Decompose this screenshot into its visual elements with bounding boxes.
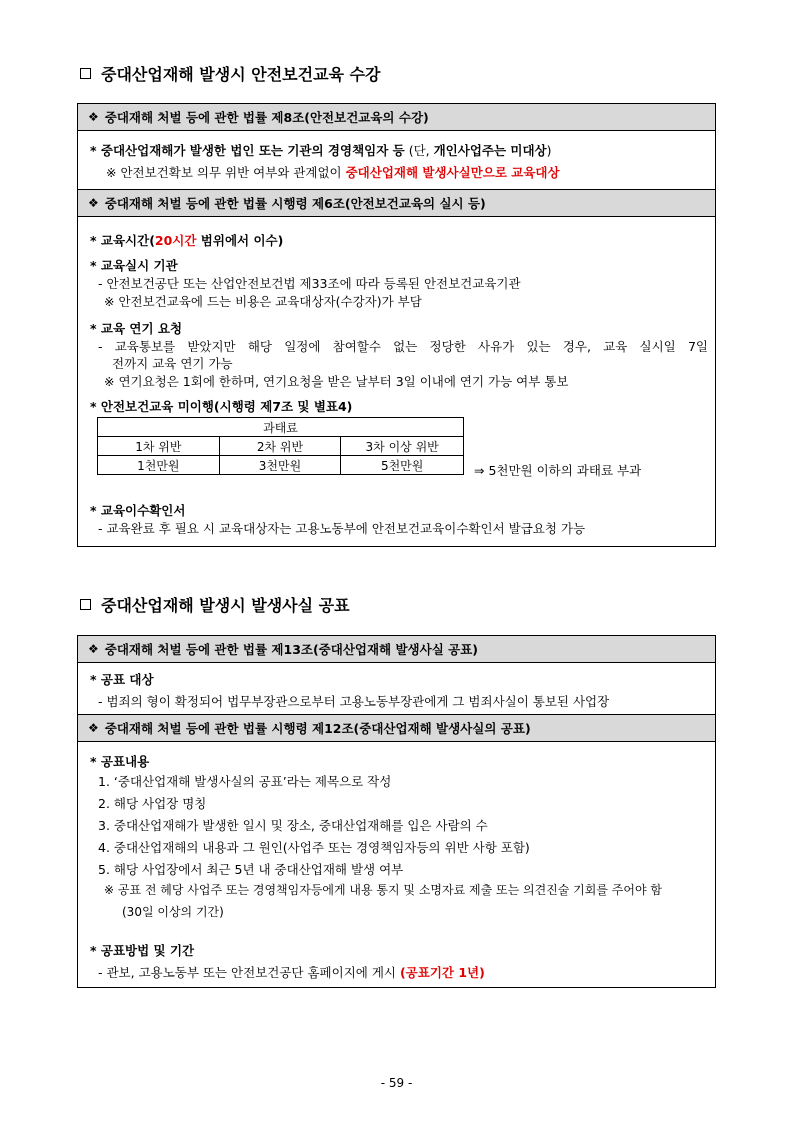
method-title: * 공표방법 및 기간 [90, 943, 195, 958]
diamond-bullet-icon: ❖ [88, 721, 99, 735]
section1-header2: ❖ 중대재해 처벌 등에 관한 법률 시행령 제6조(안전보건교육의 실시 등) [78, 189, 715, 217]
content-item-5: 5. 해당 사업장에서 최근 5년 내 중대산업재해 발생 여부 [98, 862, 404, 877]
checkbox-square-icon [80, 599, 91, 610]
fine-val-1: 1천만원 [98, 456, 220, 475]
fine-table [97, 417, 464, 475]
page-number: - 59 - [380, 1076, 413, 1090]
fine-title: * 안전보건교육 미이행(시행령 제7조 및 별표4) [90, 399, 353, 414]
checkbox-square-icon [80, 68, 91, 79]
target-note: ※ 안전보건확보 의무 위반 여부와 관계없이 중대산업재해 발생사실만으로 교육대상 [106, 165, 560, 180]
org-line1: - 안전보건공단 또는 산업안전보건법 제33조에 따라 등록된 안전보건교육기관 [98, 276, 521, 291]
section2-title: 중대산업재해 발생시 발생사실 공표 [80, 593, 350, 616]
content-item-1: 1. ‘중대산업재해 발생사실의 공표’라는 제목으로 작성 [98, 774, 392, 789]
content-item-4: 4. 중대산업재해의 내용과 그 원인(사업주 또는 경영책임자등의 위반 사항 포함) [98, 840, 530, 855]
content-item-2: 2. 해당 사업장 명칭 [98, 796, 207, 811]
content-note1: ※ 공표 전 헤당 사업주 또는 경영책임자등에게 내용 통지 및 소명자료 제출 또는 의견진술 기회를 주어야 함 [104, 883, 662, 897]
cert-title: * 교육이수확인서 [90, 503, 186, 518]
delay-line3: ※ 연기요청은 1회에 한하며, 연기요청을 받은 날부터 3일 이내에 연기 가능 여부 통보 [104, 374, 569, 389]
section1-title: 중대산업재해 발생시 안전보건교육 수강 [80, 62, 380, 85]
delay-title: * 교육 연기 요청 [90, 321, 183, 336]
org-title: * 교육실시 기관 [90, 258, 178, 273]
content-note2: (30일 이상의 기간) [122, 905, 224, 919]
diamond-bullet-icon: ❖ [88, 642, 99, 656]
diamond-bullet-icon: ❖ [88, 196, 99, 210]
target-title: * 공표 대상 [90, 672, 154, 687]
delay-line2: 전까지 교육 연기 가능 [112, 356, 233, 371]
fine-col-2: 2차 위반 [219, 437, 341, 456]
fine-val-2: 3천만원 [219, 456, 341, 475]
section1-box [77, 103, 716, 547]
content-title: * 공표내용 [90, 754, 150, 769]
fine-table-header: 과태료 [98, 418, 464, 437]
diamond-bullet-icon: ❖ [88, 110, 99, 124]
fine-note: ⇒ 5천만원 이하의 과태료 부과 [474, 463, 642, 478]
method-line: - 관보, 고용노동부 또는 안전보건공단 홈페이지에 게시 (공표기간 1년) [98, 965, 485, 980]
org-line2: ※ 안전보건교육에 드는 비용은 교육대상자(수강자)가 부담 [104, 294, 422, 309]
section1-header1: ❖ 중대재해 처벌 등에 관한 법률 제8조(안전보건교육의 수강) [78, 104, 715, 131]
fine-col-1: 1차 위반 [98, 437, 220, 456]
content-item-3: 3. 중대산업재해가 발생한 일시 및 장소, 중대산업재해를 입은 사람의 수 [98, 818, 488, 833]
section2-header2: ❖ 중대재해 처벌 등에 관한 법률 시행령 제12조(중대산업재해 발생사실의 공표) [78, 714, 715, 742]
target-line: * 중대산업재해가 발생한 법인 또는 기관의 경영책임자 등 (단, 개인사업주는 미대상) [90, 143, 552, 158]
section2-header1: ❖ 중대재해 처벌 등에 관한 법률 제13조(중대산업재해 발생사실 공표) [78, 636, 715, 663]
cert-line1: - 교육완료 후 필요 시 교육대상자는 고용노동부에 안전보건교육이수확인서 발급요청 가능 [98, 521, 586, 536]
target-line1: - 범죄의 형이 확정되어 법무부장관으로부터 고용노동부장관에게 그 범죄사실이 통보된 사업장 [98, 694, 610, 709]
delay-line1: - 교육통보를 받았지만 해당 일정에 참여할수 없는 정당한 사유가 있는 경우, 교육 실시일 7일 [98, 339, 708, 354]
edu-time: * 교육시간(20시간 범위에서 이수) [90, 233, 284, 248]
section2-box [77, 635, 716, 988]
fine-col-3: 3차 이상 위반 [341, 437, 464, 456]
fine-val-3: 5천만원 [341, 456, 464, 475]
